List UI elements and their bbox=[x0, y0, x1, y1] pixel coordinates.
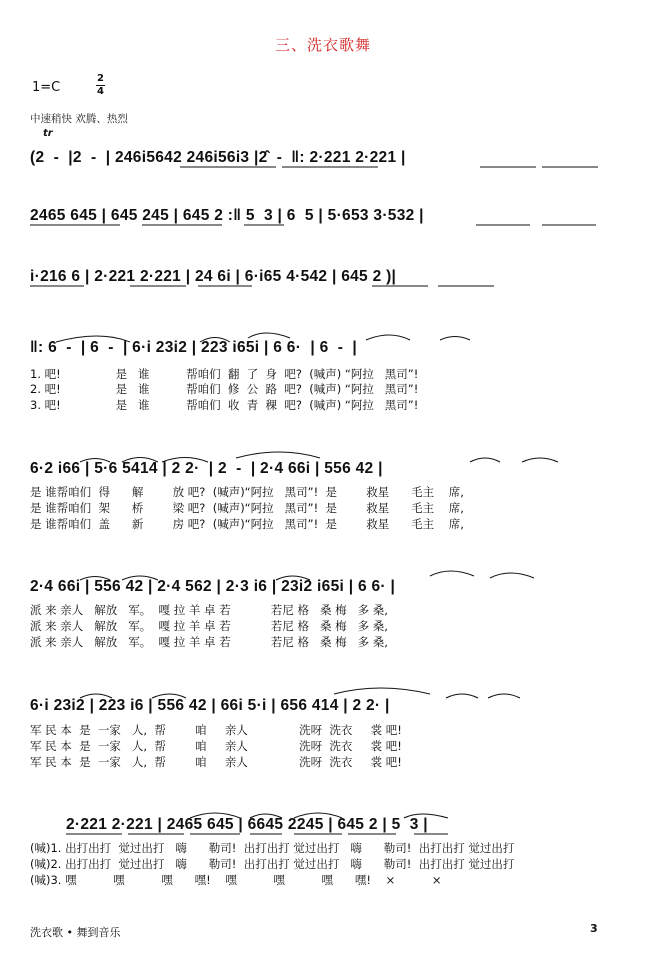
lyric-line-7-2: 军 民 本 是 一家 人, 帮 咱 亲人 洗呀 洗衣 裳 吧! bbox=[30, 739, 402, 753]
lyric-line-4-3: 3. 吧! 是 谁 帮咱们 收 青 稞 吧? (喊声) “阿拉 黑司”! bbox=[30, 398, 419, 412]
music-line-4: ‖: 6 - | 6 - | 6·i 23i2 | 223 i65i | 6 6· | 6 - | bbox=[30, 339, 358, 356]
lyric-line-4-2: 2. 吧! 是 谁 帮咱们 修 公 路 吧? (喊声) “阿拉 黑司”! bbox=[30, 382, 419, 396]
music-line-3: i·216 6 | 2·221 2·221 | 24 6i | 6·i65 4·542 | 645 2 )| bbox=[30, 268, 397, 285]
music-line-2: 2465 645 | 645 245 | 645 2 :‖ 5 3 | 6 5 | 5·653 3·532 | bbox=[30, 207, 424, 224]
music-line-7: 6·i 23i2 | 223 i6 | 556 42 | 66i 5·i | 656 414 | 2 2· | bbox=[30, 697, 390, 714]
lyric-line-8-3: (喊)3. 嘿 嘿 嘿 嘿! 嘿 嘿 嘿 嘿! × × bbox=[30, 873, 442, 887]
key-signature: 1=C bbox=[32, 80, 61, 95]
lyric-line-4-1: 1. 吧! 是 谁 帮咱们 翻 了 身 吧? (喊声) “阿拉 黑司”! bbox=[30, 367, 419, 381]
page-number: 3 bbox=[590, 922, 598, 935]
music-line-1: (2 - |2 - | 246i5642 246i56i3 |2̂ - ‖: 2·221 2·221 | bbox=[30, 149, 406, 166]
lyric-line-6-2: 派 来 亲人 解放 军。 嘎 拉 羊 卓 若 若尼 格 桑 梅 多 桑, bbox=[30, 619, 388, 633]
lyric-line-6-3: 派 来 亲人 解放 军。 嘎 拉 羊 卓 若 若尼 格 桑 梅 多 桑, bbox=[30, 635, 388, 649]
lyric-line-8-2: (喊)2. 出打出打 觉过出打 嗨 勒司! 出打出打 觉过出打 嗨 勒司! 出打出打 觉过出打 bbox=[30, 857, 515, 871]
trill-marking: tr bbox=[43, 128, 53, 139]
lyric-line-7-1: 军 民 本 是 一家 人, 帮 咱 亲人 洗呀 洗衣 裳 吧! bbox=[30, 723, 402, 737]
lyric-line-5-1: 是 谁帮咱们 得 解 放 吧? (喊声)“阿拉 黑司”! 是 救星 毛主 席, bbox=[30, 485, 464, 499]
lyric-line-5-2: 是 谁帮咱们 架 桥 梁 吧? (喊声)“阿拉 黑司”! 是 救星 毛主 席, bbox=[30, 501, 464, 515]
lyric-line-7-3: 军 民 本 是 一家 人, 帮 咱 亲人 洗呀 洗衣 裳 吧! bbox=[30, 755, 402, 769]
lyric-line-8-1: (喊)1. 出打出打 觉过出打 嗨 勒司! 出打出打 觉过出打 嗨 勒司! 出打出打 觉过出打 bbox=[30, 841, 515, 855]
tempo-marking: 中速稍快 欢腾、热烈 bbox=[30, 113, 128, 125]
time-signature-top: 2 bbox=[97, 73, 104, 84]
time-signature-bottom: 4 bbox=[97, 86, 104, 97]
footer-text: 洗衣歌 • 舞到音乐 bbox=[30, 926, 121, 939]
page-title: 三、洗衣歌舞 bbox=[274, 36, 371, 54]
music-line-6: 2·4 66i | 556 42 | 2·4 562 | 2·3 i6 | 23i2 i65i | 6 6· | bbox=[30, 578, 396, 595]
music-line-5: 6·2 i66 | 5·6 5414 | 2 2· | 2 - | 2·4 66i | 556 42 | bbox=[30, 460, 383, 477]
lyric-line-5-3: 是 谁帮咱们 盖 新 房 吧? (喊声)“阿拉 黑司”! 是 救星 毛主 席, bbox=[30, 517, 464, 531]
music-line-8: 2·221 2·221 | 2465 645 | 6645 2245 | 645 2 | 5 3 | bbox=[66, 816, 428, 833]
lyric-line-6-1: 派 来 亲人 解放 军。 嘎 拉 羊 卓 若 若尼 格 桑 梅 多 桑, bbox=[30, 603, 388, 617]
